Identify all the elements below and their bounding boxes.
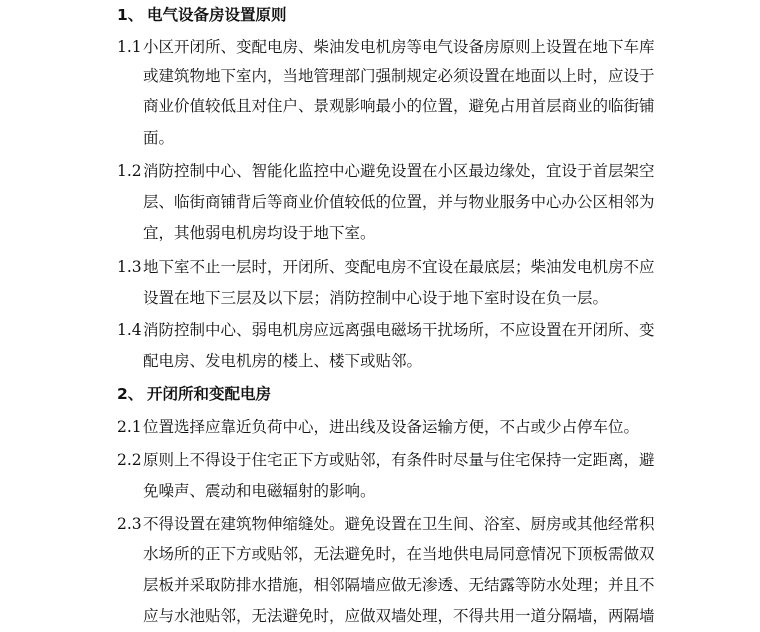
item-number: 2.3 xyxy=(117,515,142,533)
item-text-line: 地下室不止一层时，开闭所、变配电房不宜设在最底层；柴油发电机房不应 xyxy=(143,258,655,276)
item-text-line: 位置选择应靠近负荷中心，进出线及设备运输方便，不占或少占停车位。 xyxy=(143,418,640,436)
item-number: 1.4 xyxy=(117,321,142,339)
section-heading xyxy=(117,5,287,25)
item-text-line: 层板并采取防排水措施，相邻隔墙应做无渗透、无结露等防水处理；并且不 xyxy=(143,576,655,594)
item-number: 1.1 xyxy=(117,38,142,56)
item-number: 2.1 xyxy=(117,418,142,436)
item-text-line: 免噪声、震动和电磁辐射的影响。 xyxy=(143,482,376,500)
item-text-line: 应与水池贴邻，无法避免时，应做双墙处理，不得共用一道分隔墙，两隔墙 xyxy=(143,607,655,625)
item-text-line: 水场所的正下方或贴邻，无法避免时，在当地供电局同意情况下顶板需做双 xyxy=(143,545,655,563)
item-text-line: 设置在地下三层及以下层；消防控制中心设于地下室时设在负一层。 xyxy=(143,289,609,307)
item-text-line: 不得设置在建筑物伸缩缝处。避免设置在卫生间、浴室、厨房或其他经常积 xyxy=(143,515,655,533)
section-title: 开闭所和变配电房 xyxy=(147,385,272,403)
item-number: 1.3 xyxy=(117,258,142,276)
item-text-line: 原则上不得设于住宅正下方或贴邻，有条件时尽量与住宅保持一定距离，避 xyxy=(143,451,655,469)
section-heading xyxy=(117,384,271,404)
item-text-line: 商业价值较低且对住户、景观影响最小的位置，避免占用首层商业的临街铺 xyxy=(143,97,655,115)
item-text-line: 消防控制中心、弱电机房应远离强电磁场干扰场所，不应设置在开闭所、变 xyxy=(143,321,655,339)
item-number: 1.2 xyxy=(117,162,142,180)
item-number: 2.2 xyxy=(117,451,142,469)
item-text-line: 面。 xyxy=(143,129,175,147)
item-text-line: 消防控制中心、智能化监控中心避免设置在小区最边缘处，宜设于首层架空 xyxy=(143,162,655,180)
item-text-line: 或建筑物地下室内，当地管理部门强制规定必须设置在地面以上时，应设于 xyxy=(143,67,655,85)
section-title: 电气设备房设置原则 xyxy=(147,6,287,24)
item-text-line: 小区开闭所、变配电房、柴油发电机房等电气设备房原则上设置在地下车库 xyxy=(143,38,655,56)
item-text-line: 层、临街商铺背后等商业价值较低的位置，并与物业服务中心办公区相邻为 xyxy=(143,193,655,211)
item-text-line: 宜，其他弱电机房均设于地下室。 xyxy=(143,224,376,242)
item-text-line: 配电房、发电机房的楼上、楼下或贴邻。 xyxy=(143,352,423,370)
section-number: 1、 xyxy=(117,6,144,24)
section-number: 2、 xyxy=(117,385,144,403)
